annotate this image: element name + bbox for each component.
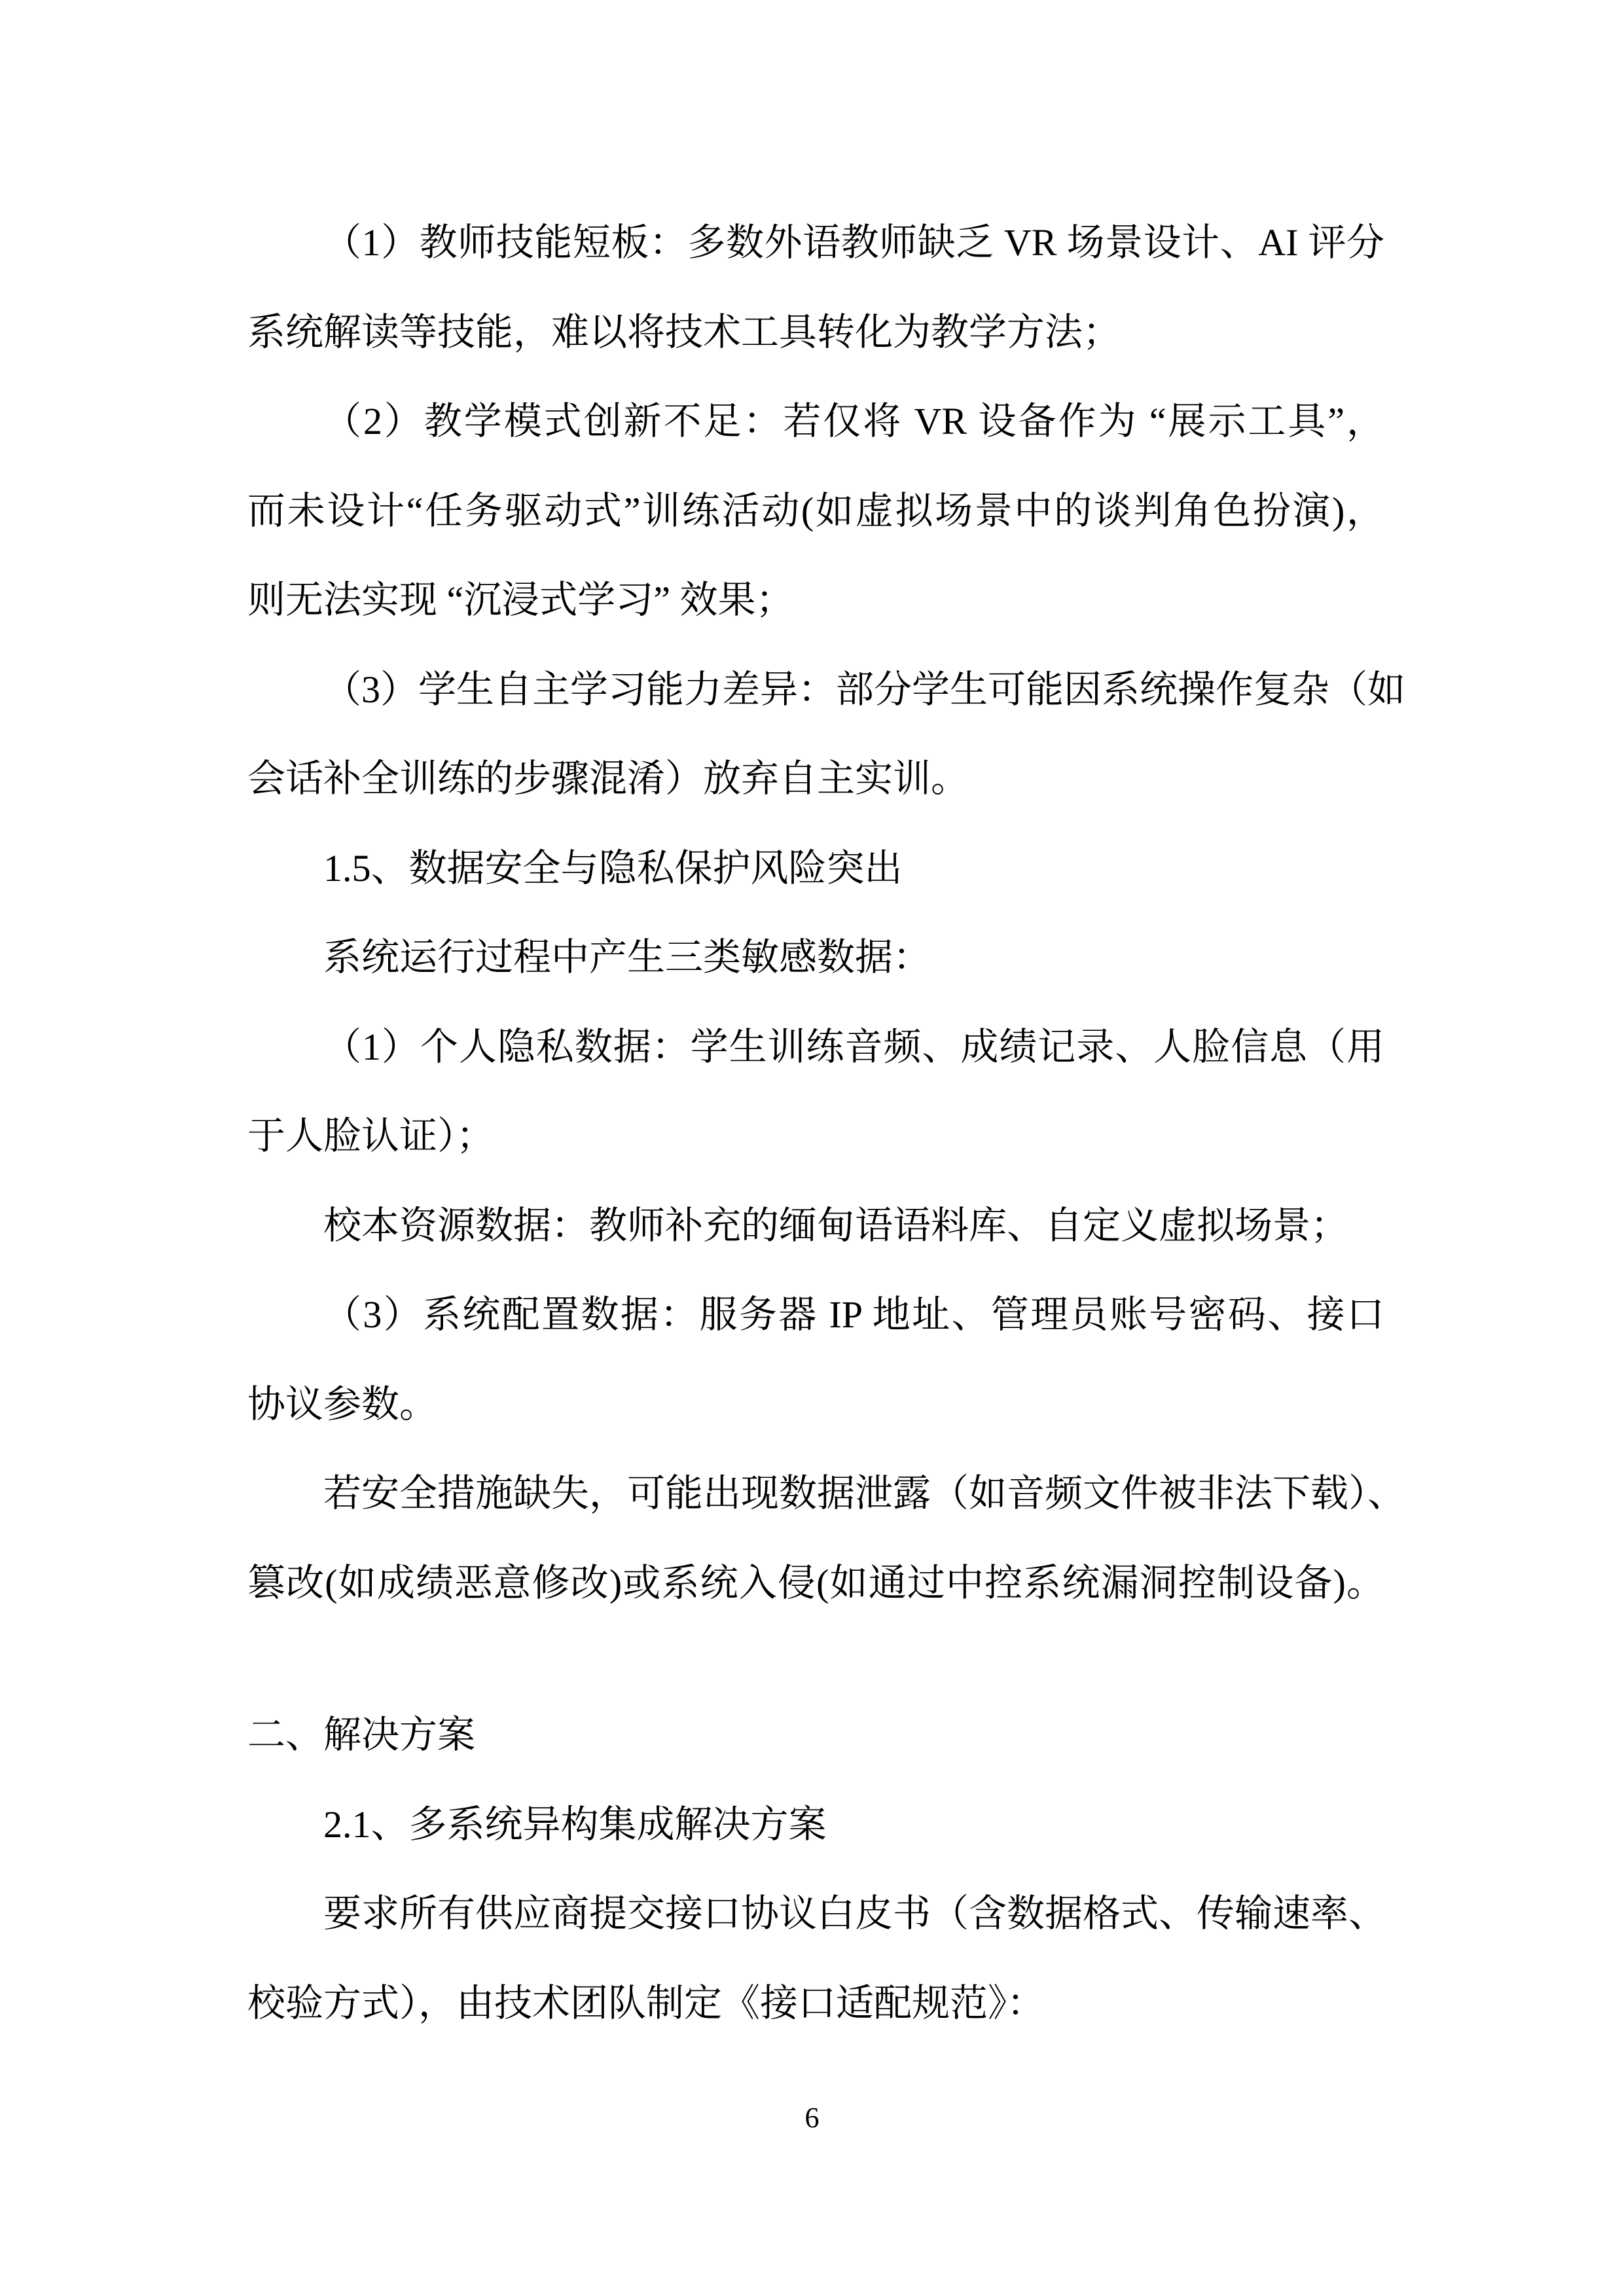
paragraph-line: （1）教师技能短板：多数外语教师缺乏 VR 场景设计、AI 评分 bbox=[323, 221, 1384, 264]
paragraph-line: 而未设计“任务驱动式”训练活动(如虚拟场景中的谈判角色扮演)， bbox=[247, 489, 1384, 532]
paragraph-line: 系统运行过程中产生三类敏感数据： bbox=[323, 936, 931, 978]
paragraph-line: （1）个人隐私数据：学生训练音频、成绩记录、人脸信息（用 bbox=[323, 1025, 1384, 1068]
paragraph-line: 协议参数。 bbox=[247, 1382, 438, 1426]
paragraph-line: 若安全措施缺失，可能出现数据泄露（如音频文件被非法下载）、 bbox=[323, 1472, 1406, 1515]
paragraph-line: 篡改(如成绩恶意修改)或系统入侵(如通过中控系统漏洞控制设备)。 bbox=[247, 1561, 1384, 1604]
chapter-heading: 二、解决方案 bbox=[247, 1713, 476, 1756]
document-body bbox=[247, 198, 1406, 2048]
paragraph-line: 系统解读等技能，难以将技术工具转化为教学方法； bbox=[247, 310, 1121, 353]
paragraph-line: （3）学生自主学习能力差异：部分学生可能因系统操作复杂（如 bbox=[323, 668, 1406, 711]
page-number: 6 bbox=[804, 2102, 820, 2134]
section-heading: 1.5、数据安全与隐私保护风险突出 bbox=[323, 846, 903, 889]
paragraph-line: 校验方式），由技术团队制定《接口适配规范》： bbox=[247, 1981, 1045, 2024]
paragraph-line: 校本资源数据：教师补充的缅甸语语料库、自定义虚拟场景； bbox=[323, 1204, 1349, 1247]
paragraph-line: 则无法实现 “沉浸式学习” 效果； bbox=[247, 579, 794, 621]
paragraph-line: （2）教学模式创新不足：若仅将 VR 设备作为 “展示工具”， bbox=[323, 400, 1384, 442]
paragraph-line: 会话补全训练的步骤混淆）放弃自主实训。 bbox=[247, 757, 969, 800]
paragraph-line: 要求所有供应商提交接口协议白皮书（含数据格式、传输速率、 bbox=[323, 1892, 1387, 1935]
section-heading: 2.1、多系统异构集成解决方案 bbox=[323, 1803, 827, 1846]
paragraph-line: 于人脸认证）； bbox=[247, 1115, 495, 1157]
paragraph-line: （3）系统配置数据：服务器 IP 地址、管理员账号密码、接口 bbox=[323, 1293, 1384, 1336]
